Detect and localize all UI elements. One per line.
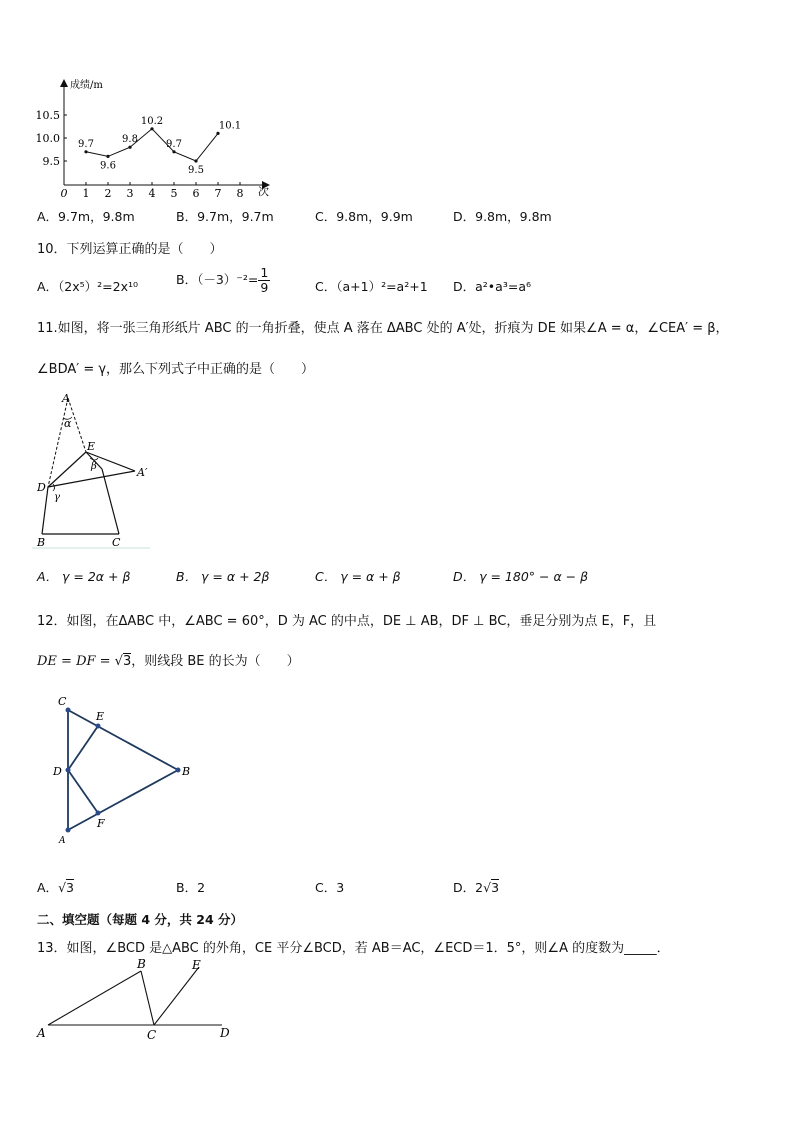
exterior-angle-figure xyxy=(34,955,244,1045)
x-tick-label: 7 xyxy=(214,187,222,198)
label-c: C xyxy=(112,536,121,549)
q11-stem-line2: ∠BDA′ = γ，那么下列式子中正确的是（ ） xyxy=(37,362,315,377)
q13-stem: 13．如图，∠BCD 是△ABC 的外角，CE 平分∠BCD，若 AB＝AC，∠ECD＝1．5°，则∠A 的度数为_____． xyxy=(37,941,670,956)
q12-option-d[interactable] xyxy=(453,878,499,896)
q10-option-a[interactable]: A．（2x⁵）²=2x¹⁰ xyxy=(37,279,139,294)
q12-equation: DE = DF = xyxy=(37,654,115,669)
y-tick-label: 10.0 xyxy=(35,132,60,145)
label-d: D xyxy=(53,765,62,778)
q12-stem-line1: 12．如图，在ΔABC 中，∠ABC = 60°，D 为 AC 的中点，DE ⊥ AB，DF ⊥ BC，垂足分别为点 E，F，且 xyxy=(37,614,657,629)
q12-stem-tail: ，则线段 BE 的长为（ ） xyxy=(131,654,300,669)
data-point xyxy=(106,155,109,158)
series-line xyxy=(86,129,218,161)
sqrt-radicand: 3 xyxy=(491,880,500,895)
label-gamma: γ xyxy=(54,492,60,503)
sqrt-radicand: 3 xyxy=(66,880,74,895)
q11-option-d[interactable]: D． γ = 180° − α − β xyxy=(453,569,589,584)
data-label: 9.7 xyxy=(78,138,94,150)
q10-option-b-text: B．（－3）⁻²= xyxy=(176,272,259,287)
data-point xyxy=(172,150,175,153)
q9-option-b[interactable]: B．9.7m，9.7m xyxy=(176,209,274,224)
data-label: 9.5 xyxy=(188,165,204,176)
q12-stem-line2 xyxy=(37,650,300,669)
q10-stem: 10．下列运算正确的是（ ） xyxy=(37,242,223,257)
label-a-prime: A′ xyxy=(137,466,148,479)
data-point xyxy=(216,132,219,135)
label-f: F xyxy=(97,817,105,830)
q11-stem-line1: 11.如图，将一张三角形纸片 ABC 的一角折叠，使点 A 落在 ΔABC 处的 A′处，折痕为 DE 如果∠A = α，∠CEA′ = β， xyxy=(37,321,729,336)
data-label: 10.2 xyxy=(140,115,164,127)
q12-option-c[interactable]: C．3 xyxy=(315,880,345,895)
label-beta: β xyxy=(91,461,97,472)
label-e: E xyxy=(87,440,96,453)
label-d: D xyxy=(37,481,46,494)
q12-option-a-prefix: A． xyxy=(37,880,59,895)
sqrt-sign: √ xyxy=(483,880,492,895)
q12-option-a[interactable] xyxy=(37,878,74,896)
label-b: B xyxy=(137,957,146,971)
sqrt-radicand: 3 xyxy=(122,654,132,669)
x-tick-label: 8 xyxy=(236,187,244,198)
x-tick-label: 3 xyxy=(126,187,134,198)
q10-option-b[interactable] xyxy=(176,266,270,295)
x-tick-label: 4 xyxy=(148,187,156,198)
y-axis-label: 成绩/m xyxy=(70,80,103,91)
q10-option-c[interactable]: C．（a+1）²=a²+1 xyxy=(315,279,428,294)
fraction-one-ninth xyxy=(258,266,270,295)
q12-option-d-prefix: D．2 xyxy=(453,880,484,895)
label-e: E xyxy=(96,710,105,723)
section-heading-fill-blank: 二、填空题（每题 4 分，共 24 分） xyxy=(37,912,244,927)
data-label: 9.6 xyxy=(100,160,116,172)
q9-option-d[interactable]: D．9.8m，9.8m xyxy=(453,209,552,224)
label-b: B xyxy=(37,536,46,549)
label-d: D xyxy=(220,1026,230,1040)
score-line-chart xyxy=(30,76,280,198)
label-a: A xyxy=(37,1026,46,1040)
label-a: A xyxy=(62,392,70,405)
chart-axes xyxy=(60,79,270,189)
x-tick-label: 1 xyxy=(82,187,90,198)
label-b: B xyxy=(182,765,191,778)
data-label: 9.8 xyxy=(122,134,138,146)
sqrt-sign: √ xyxy=(114,654,123,669)
fraction-denominator: 9 xyxy=(260,280,269,295)
data-label: 10.1 xyxy=(218,120,242,132)
triangle-abc-figure xyxy=(48,692,198,848)
q11-option-b[interactable]: B． γ = α + 2β xyxy=(176,569,270,584)
label-a: A xyxy=(59,836,66,846)
q10-option-d[interactable]: D．a²•a³=a⁶ xyxy=(453,279,531,294)
q12-option-b[interactable]: B．2 xyxy=(176,880,206,895)
data-label: 9.7 xyxy=(166,138,182,150)
y-tick-label: 10.5 xyxy=(35,109,60,122)
fraction-numerator: 1 xyxy=(260,265,269,280)
label-c: C xyxy=(147,1028,157,1042)
folded-triangle-figure xyxy=(32,390,156,552)
x-tick-label: 2 xyxy=(104,187,112,198)
q9-option-a[interactable]: A．9.7m，9.8m xyxy=(37,209,135,224)
label-c: C xyxy=(58,695,67,708)
x-axis-label: 次 xyxy=(258,185,269,198)
label-e: E xyxy=(192,958,201,972)
data-point xyxy=(128,146,131,149)
q11-option-a[interactable]: A． γ = 2α + β xyxy=(37,569,131,584)
data-point xyxy=(150,127,153,130)
q9-option-c[interactable]: C．9.8m，9.9m xyxy=(315,209,413,224)
sqrt-sign: √ xyxy=(58,880,67,895)
x-tick-label: 0 xyxy=(60,187,68,198)
data-point xyxy=(194,159,197,162)
x-tick-label: 5 xyxy=(170,187,178,198)
label-alpha: α xyxy=(64,417,72,430)
x-tick-label: 6 xyxy=(192,187,200,198)
y-tick-label: 9.5 xyxy=(42,155,60,168)
q11-option-c[interactable]: C． γ = α + β xyxy=(315,569,401,584)
data-point xyxy=(84,150,87,153)
